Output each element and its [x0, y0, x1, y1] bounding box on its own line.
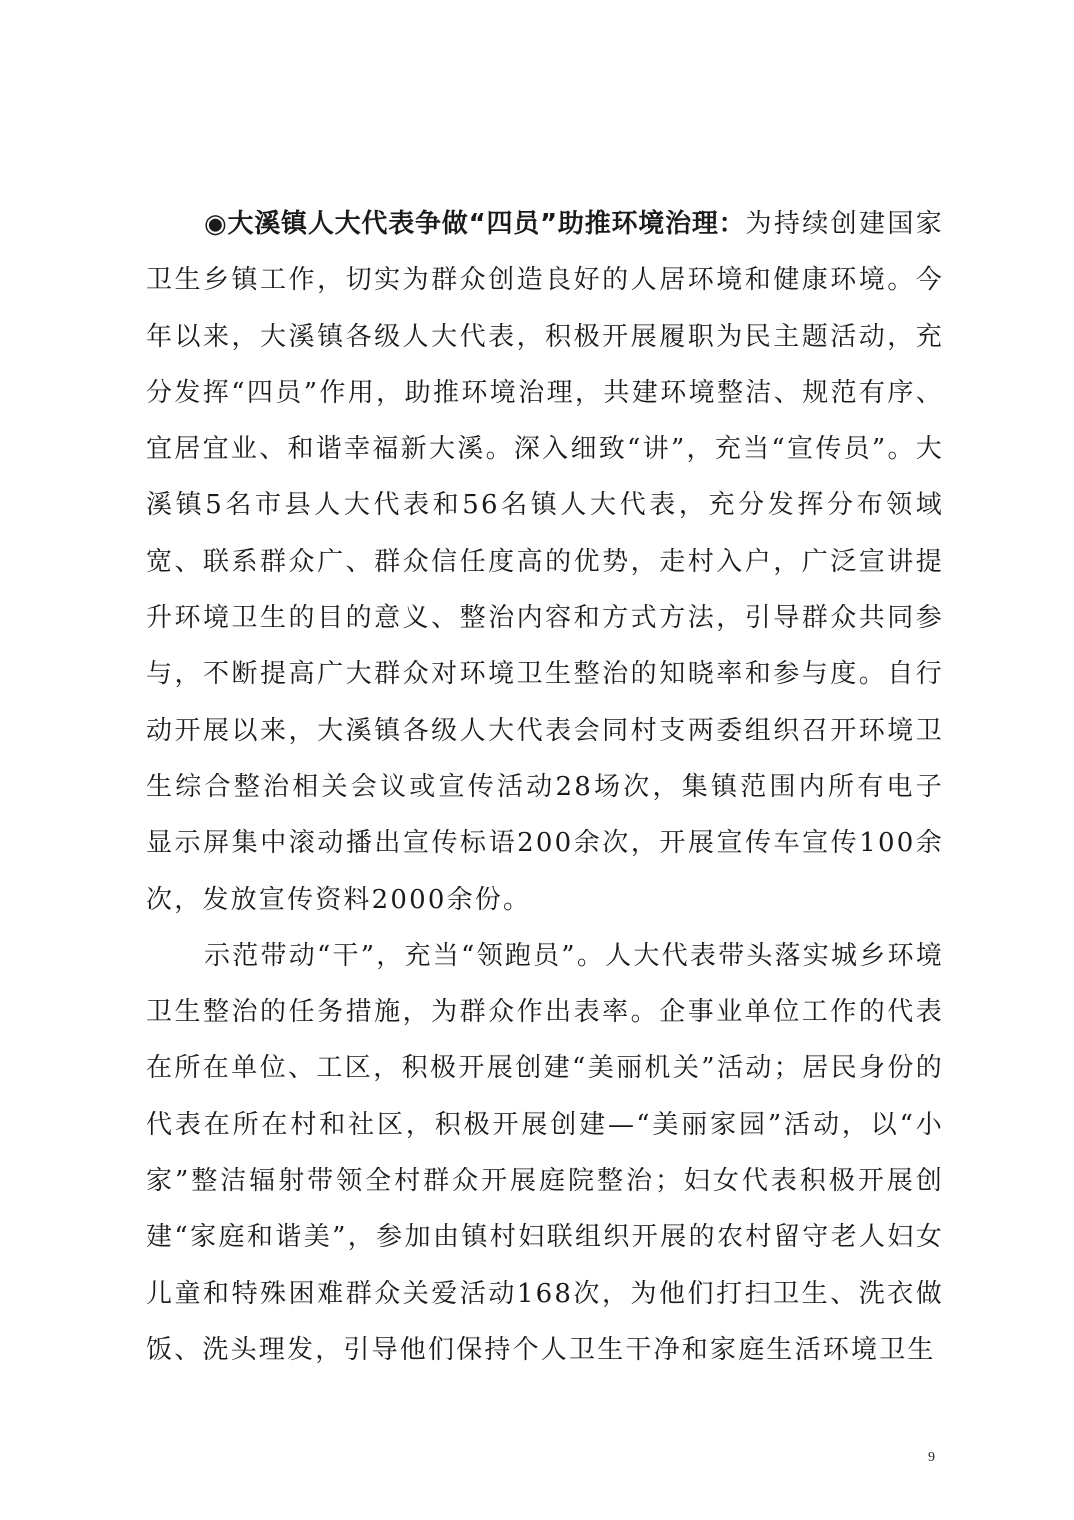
paragraph-1-text: 为持续创建国家卫生乡镇工作，切实为群众创造良好的人居环境和健康环境。今年以来，大溪镇各级人大代表，积极开展履职为民主题活动，充分发挥“四员”作用，助推环境治理，共建环境整洁、规范有序、宜居宜业、和谐幸福新大溪。深入细致“讲”，充当“宣传员”。大溪镇5名市县人大代表和56名镇人大代表，充分发挥分布领域宽、联系群众广、群众信任度高的优势，走村入户，广泛宣讲提升环境卫生的目的意义、整治内容和方式方法，引导群众共同参与，不断提高广大群众对环境卫生整治的知晓率和参与度。自行动开展以来，大溪镇各级人大代表会同村支两委组织召开环境卫生综合整治相关会议或宣传活动28场次，集镇范围内所有电子显示屏集中滚动播出宣传标语200余次，开展宣传车宣传100余次，发放宣传资料2000余份。 [146, 209, 944, 915]
paragraph-2 [146, 928, 944, 1378]
document-body [146, 196, 944, 1378]
paragraph-2-text: 示范带动“干”，充当“领跑员”。人大代表带头落实城乡环境卫生整治的任务措施，为群众作出表率。企事业单位工作的代表在所在单位、工区，积极开展创建“美丽机关”活动；居民身份的代表在所在村和社区，积极开展创建—“美丽家园”活动，以“小家”整洁辐射带领全村群众开展庭院整治；妇女代表积极开展创建“家庭和谐美”，参加由镇村妇联组织开展的农村留守老人妇女儿童和特殊困难群众关爱活动168次，为他们打扫卫生、洗衣做饭、洗头理发，引导他们保持个人卫生干净和家庭生活环境卫生 [146, 940, 944, 1365]
section-heading: ◉大溪镇人大代表争做“四员”助推环境治理： [204, 209, 746, 239]
paragraph-1 [146, 196, 944, 928]
page-number: 9 [928, 1450, 935, 1465]
